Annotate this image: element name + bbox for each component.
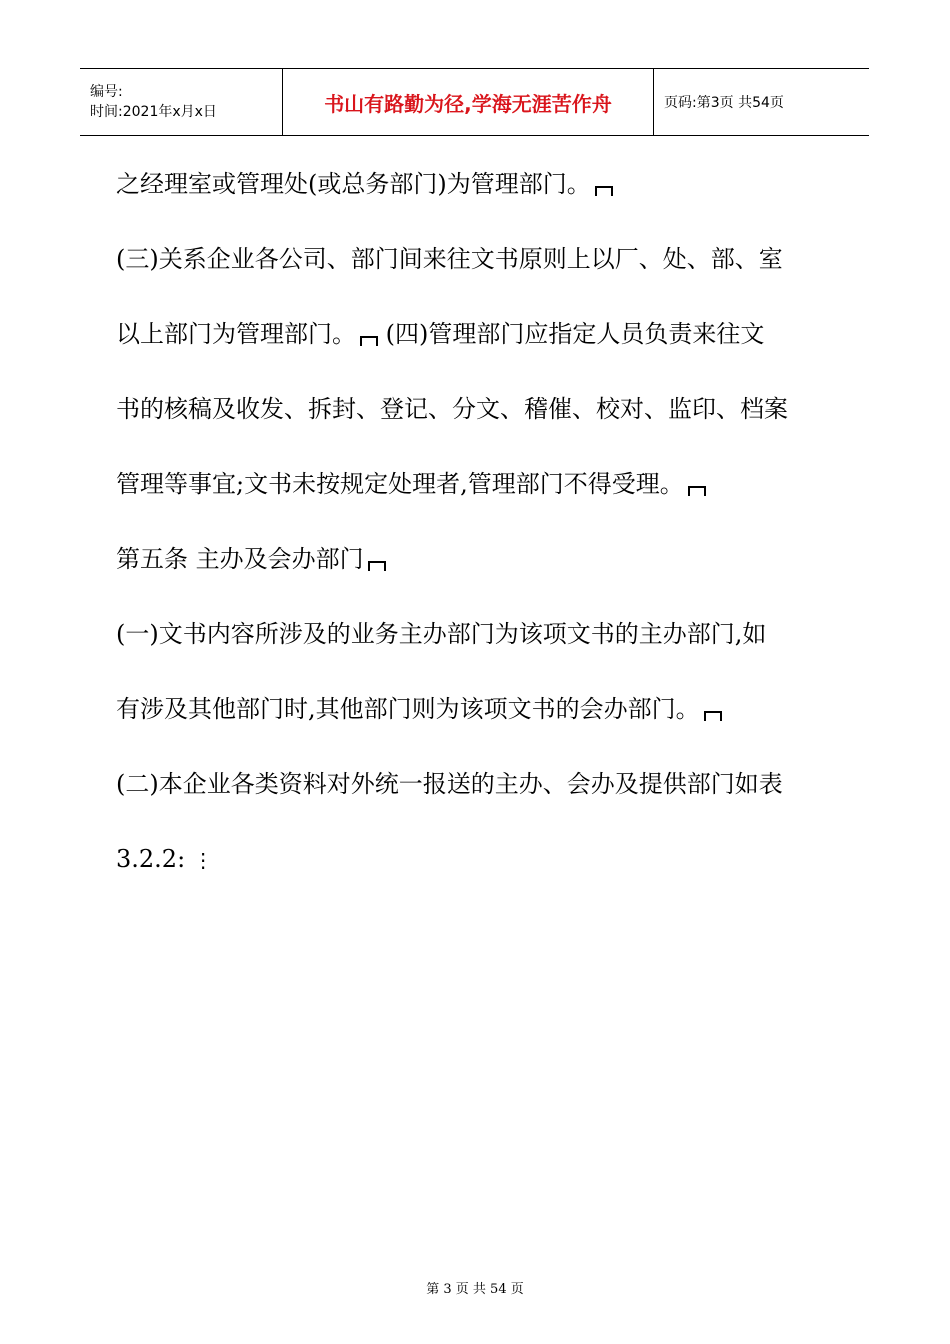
paragraph-line	[116, 766, 836, 803]
paragraph-text: 管理等事宜;文书未按规定处理者,管理部门不得受理。	[116, 470, 684, 498]
header-motto	[282, 69, 654, 135]
paragraph-mark-icon	[688, 486, 706, 496]
page-header	[80, 68, 869, 136]
paragraph-line	[116, 166, 836, 203]
header-meta	[80, 69, 282, 135]
paragraph-text: 第五条 主办及会办部门	[116, 545, 364, 573]
footer-page-number: 第 3 页 共 54 页	[426, 1282, 524, 1297]
document-number-label: 编号:	[90, 84, 123, 100]
paragraph-line	[116, 241, 836, 278]
paragraph-mark-icon	[704, 711, 722, 721]
document-time-label: 时间:2021年x月x日	[90, 104, 217, 120]
header-page-info	[654, 69, 869, 135]
paragraph-text: (一)文书内容所涉及的业务主办部门为该项文书的主办部门,如	[116, 620, 767, 648]
motto-text: 书山有路勤为径,学海无涯苦作舟	[324, 91, 612, 116]
paragraph-text: 有涉及其他部门时,其他部门则为该项文书的会办部门。	[116, 695, 700, 723]
paragraph-text: 3.2.2:	[116, 845, 186, 873]
paragraph-text: 以上部门为管理部门。	[116, 320, 356, 348]
paragraph-text: 之经理室或管理处(或总务部门)为管理部门。	[116, 170, 591, 198]
paragraph-mark-icon	[595, 186, 613, 196]
paragraph-line	[116, 391, 836, 428]
paragraph-line	[116, 691, 836, 728]
section-heading	[116, 541, 836, 578]
paragraph-mark-icon	[360, 336, 378, 346]
paragraph-line	[116, 316, 836, 353]
paragraph-text: 书的核稿及收发、拆封、登记、分文、稽催、校对、监印、档案	[116, 395, 788, 423]
paragraph-line	[116, 616, 836, 653]
page-footer	[0, 1278, 950, 1297]
paragraph-text: (二)本企业各类资料对外统一报送的主办、会办及提供部门如表	[116, 770, 783, 798]
vertical-ellipsis-icon: ⋮	[193, 848, 214, 872]
paragraph-line	[116, 841, 836, 878]
paragraph-line	[116, 466, 836, 503]
paragraph-text: (三)关系企业各公司、部门间来往文书原则上以厂、处、部、室	[116, 245, 783, 273]
paragraph-text: (四)管理部门应指定人员负责来往文	[385, 320, 765, 348]
page-info-text: 页码:第3页 共54页	[664, 95, 784, 111]
paragraph-mark-icon	[368, 561, 386, 571]
document-body	[116, 166, 836, 878]
